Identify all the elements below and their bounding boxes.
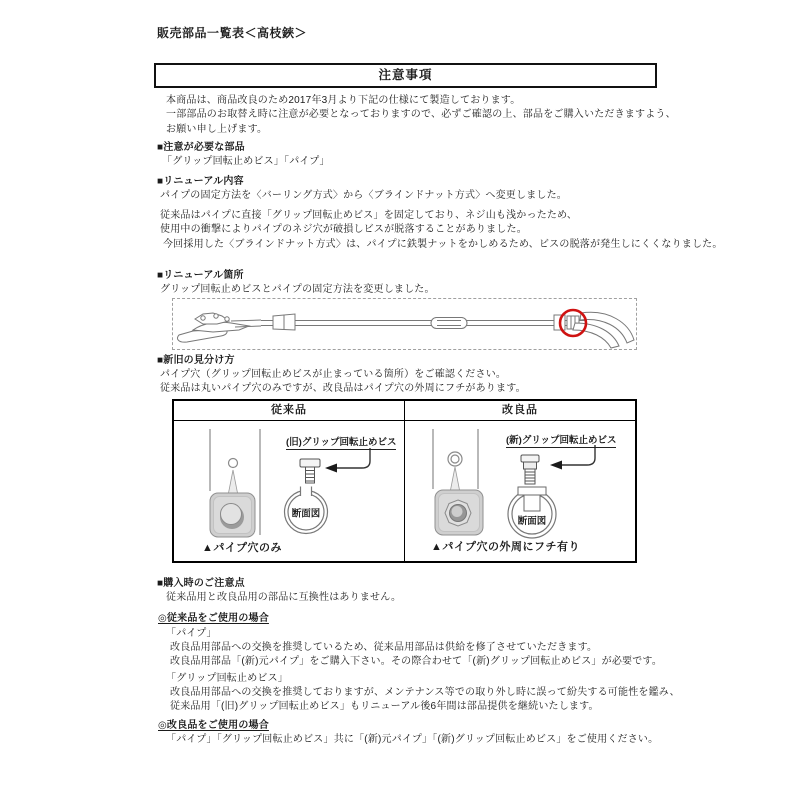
old-case-pipe-line: 改良品用部品への交換を推奨しているため、従来品用部品は供給を修了させていただきます。 [170, 642, 598, 653]
renewal-location-body: グリップ回転止めビスとパイプの固定方法を変更しました。 [160, 284, 435, 295]
old-pipe-hole [229, 459, 238, 468]
heading-renewal-location: ■リニューアル箇所 [157, 270, 244, 281]
pruner-middle-sleeve [431, 318, 467, 329]
new-screw [521, 455, 539, 484]
pruner-pole [261, 321, 585, 326]
notice-banner-label: 注意事項 [378, 68, 433, 82]
identify-body [160, 368, 526, 397]
renewal-detail-line: 今回採用した〈ブラインドナット方式〉は、パイプに鉄製ナットをかしめるため、ビスの脱落が発生しにくくなりました。 [160, 238, 723, 250]
heading-new-case: ◎改良品をご使用の場合 [158, 720, 269, 731]
notice-banner-box [154, 63, 657, 88]
old-case-pipe-body [170, 641, 662, 670]
pruner-illustration [173, 299, 636, 349]
table-header-new: 改良品 [502, 404, 538, 416]
old-cross-section-label: 断面図 [291, 508, 321, 520]
new-photo [435, 490, 483, 535]
new-screw-label: (新)グリップ回転止めビス [506, 432, 616, 448]
old-case-screw-title: 「グリップ回転止めビス」 [166, 673, 288, 684]
old-case-pipe-title: 「パイプ」 [166, 628, 217, 639]
page-title: 販売部品一覧表＜高枝鋏＞ [157, 26, 308, 40]
renewal-detail-line: 使用中の衝撃によりパイプのネジ穴が破損しビスが脱落することがありました。 [160, 224, 527, 236]
old-case-screw-line: 改良品用部品への交換を推奨しておりますが、メンテナンス等での取り外し時に誤って紛失する可能性を鑑み、 [170, 687, 680, 698]
renewal-detail-line: 従来品はパイプに直接「グリップ回転止めビス」を固定しており、ネジ山も浅かったため、 [160, 210, 578, 221]
old-case-screw-line: 従来品用「(旧)グリップ回転止めビス」もリニューアル後6年間は部品提供を継続いたします。 [170, 701, 599, 713]
old-callout-needle [229, 470, 238, 493]
old-label-arrow [325, 448, 370, 473]
old-product-caption: ▲パイプ穴のみ [202, 542, 283, 554]
intro-line: お願い申し上げます。 [166, 123, 268, 135]
table-header-old: 従来品 [174, 401, 405, 420]
new-product-caption: ▲パイプ穴の外周にフチ有り [431, 541, 581, 553]
heading-old-case: ◎従来品をご使用の場合 [158, 613, 269, 624]
intro-line: 本商品は、商品改良のため2017年3月より下記の仕様にて製造しております。 [166, 95, 521, 106]
intro-line: 一部部品のお取替え時に注意が必要となっておりますので、必ずご確認の上、部品をご購入いただきますよう、 [166, 109, 676, 121]
comparison-table-header [174, 401, 635, 421]
new-cross-section-ring [508, 487, 556, 538]
heading-renewal-content: ■リニューアル内容 [157, 176, 244, 187]
table-cell-new-product [405, 421, 635, 561]
comparison-table [172, 399, 637, 563]
identify-line: パイプ穴（グリップ回転止めビスが止まっている箇所）をご確認ください。 [160, 369, 507, 380]
new-callout-needle [451, 467, 460, 490]
new-case-body: 「パイプ」「グリップ回転止めビス」共に「(新)元パイプ」「(新)グリップ回転止めビス」をご使用ください。 [166, 734, 659, 745]
heading-identify: ■新旧の見分け方 [157, 355, 235, 366]
new-pipe-hole-with-rim [448, 452, 462, 466]
new-label-arrow [550, 445, 595, 470]
identify-line: 従来品は丸いパイプ穴のみですが、改良品はパイプ穴の外周にフチがあります。 [160, 383, 526, 395]
pruner-grip-handle [554, 312, 634, 348]
comparison-table-body [174, 421, 635, 561]
old-screw-label: (旧)グリップ回転止めビス [286, 434, 396, 450]
table-cell-old-product [174, 421, 405, 561]
pruner-illustration-box [172, 298, 637, 350]
new-cross-section-label: 断面図 [517, 516, 547, 527]
renewal-content-details [160, 209, 723, 252]
heading-attention-parts: ■注意が必要な部品 [157, 142, 245, 153]
attention-parts-body: 「グリップ回転止めビス」「パイプ」 [162, 156, 330, 167]
old-photo [210, 493, 255, 537]
intro-paragraph [166, 94, 676, 137]
pruner-cutting-head [177, 313, 295, 342]
renewal-content-summary: パイプの固定方法を〈バーリング方式〉から〈ブラインドナット方式〉へ変更しました。 [160, 190, 567, 201]
purchase-notes-body: 従来品用と改良品用の部品に互換性はありません。 [166, 592, 402, 603]
heading-purchase-notes: ■購入時のご注意点 [157, 578, 245, 589]
old-screw [300, 459, 320, 483]
old-case-screw-body [170, 686, 680, 715]
old-case-pipe-line: 改良品用部品「(新)元パイプ」をご購入下さい。その際合わせて「(新)グリップ回転止めビス」が必要です。 [170, 656, 663, 668]
